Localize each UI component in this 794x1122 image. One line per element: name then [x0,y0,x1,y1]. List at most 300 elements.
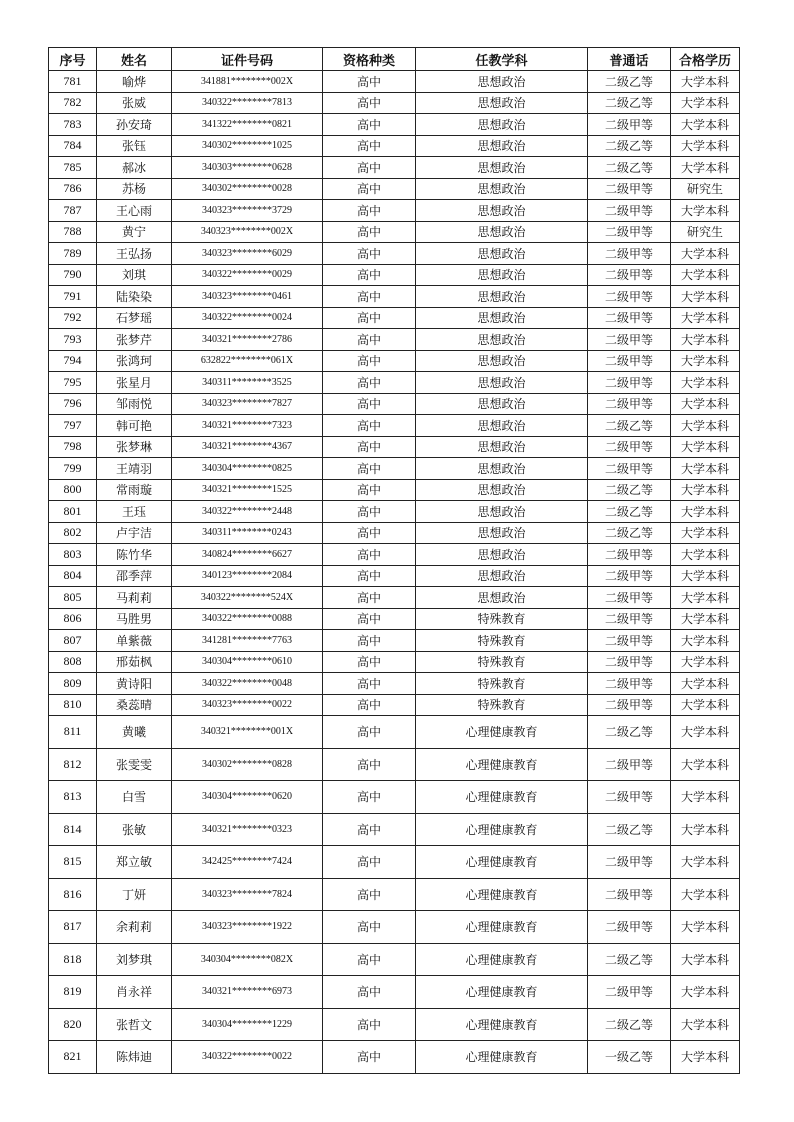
header-name: 姓名 [97,48,172,71]
table-row [49,1008,740,1041]
row-subject: 心理健康教育 [416,1008,588,1041]
row-name: 余莉莉 [97,911,172,944]
row-mandarin-level: 二级甲等 [588,694,671,716]
table-row [49,350,740,372]
row-seq: 794 [49,350,97,372]
row-subject: 思想政治 [416,114,588,136]
table-row [49,630,740,652]
row-subject: 思想政治 [416,501,588,523]
row-id-number: 340303********0628 [172,157,323,179]
table-row [49,329,740,351]
row-qualification-type: 高中 [323,608,416,630]
row-education: 大学本科 [671,286,740,308]
row-qualification-type: 高中 [323,264,416,286]
row-id-number: 340321********6973 [172,976,323,1009]
row-name: 孙安琦 [97,114,172,136]
table-row [49,565,740,587]
row-name: 王弘扬 [97,243,172,265]
row-id-number: 340323********0022 [172,694,323,716]
row-education: 研究生 [671,221,740,243]
table-row [49,651,740,673]
row-qualification-type: 高中 [323,1008,416,1041]
row-name: 王靖羽 [97,458,172,480]
row-id-number: 340311********0243 [172,522,323,544]
row-education: 大学本科 [671,673,740,695]
row-mandarin-level: 二级甲等 [588,673,671,695]
table-row [49,748,740,781]
row-education: 大学本科 [671,587,740,609]
table-row [49,587,740,609]
row-subject: 特殊教育 [416,651,588,673]
row-seq: 802 [49,522,97,544]
table-row [49,813,740,846]
row-qualification-type: 高中 [323,911,416,944]
row-seq: 820 [49,1008,97,1041]
row-qualification-type: 高中 [323,813,416,846]
table-row [49,92,740,114]
row-education: 大学本科 [671,1041,740,1074]
row-seq: 796 [49,393,97,415]
row-name: 张梦琳 [97,436,172,458]
row-mandarin-level: 二级乙等 [588,1008,671,1041]
row-mandarin-level: 二级甲等 [588,458,671,480]
table-row [49,716,740,749]
row-education: 大学本科 [671,1008,740,1041]
table-row [49,501,740,523]
row-name: 邢茹枫 [97,651,172,673]
row-seq: 803 [49,544,97,566]
row-mandarin-level: 二级乙等 [588,813,671,846]
row-seq: 817 [49,911,97,944]
header-qualification-type: 资格种类 [323,48,416,71]
row-mandarin-level: 二级甲等 [588,200,671,222]
row-id-number: 341281********7763 [172,630,323,652]
header-subject: 任教学科 [416,48,588,71]
row-mandarin-level: 二级甲等 [588,911,671,944]
header-mandarin-level: 普通话 [588,48,671,71]
row-id-number: 341322********0821 [172,114,323,136]
row-qualification-type: 高中 [323,415,416,437]
row-id-number: 342425********7424 [172,846,323,879]
row-mandarin-level: 二级甲等 [588,329,671,351]
table-row [49,393,740,415]
row-education: 大学本科 [671,415,740,437]
row-mandarin-level: 二级甲等 [588,587,671,609]
row-mandarin-level: 二级甲等 [588,565,671,587]
row-qualification-type: 高中 [323,976,416,1009]
row-subject: 思想政治 [416,178,588,200]
row-qualification-type: 高中 [323,286,416,308]
row-qualification-type: 高中 [323,943,416,976]
row-name: 张哲文 [97,1008,172,1041]
row-name: 黄曦 [97,716,172,749]
row-qualification-type: 高中 [323,307,416,329]
row-qualification-type: 高中 [323,544,416,566]
row-name: 丁妍 [97,878,172,911]
row-education: 大学本科 [671,264,740,286]
row-mandarin-level: 二级乙等 [588,92,671,114]
row-seq: 807 [49,630,97,652]
header-seq: 序号 [49,48,97,71]
row-education: 大学本科 [671,157,740,179]
row-seq: 798 [49,436,97,458]
row-name: 桑蕊晴 [97,694,172,716]
row-name: 张鸿珂 [97,350,172,372]
row-education: 大学本科 [671,651,740,673]
row-education: 大学本科 [671,350,740,372]
row-id-number: 340321********4367 [172,436,323,458]
row-id-number: 340322********2448 [172,501,323,523]
table-row [49,200,740,222]
row-mandarin-level: 二级甲等 [588,608,671,630]
row-id-number: 340824********6627 [172,544,323,566]
row-education: 大学本科 [671,135,740,157]
row-qualification-type: 高中 [323,350,416,372]
row-id-number: 340311********3525 [172,372,323,394]
table-row [49,479,740,501]
row-name: 陈竹华 [97,544,172,566]
row-mandarin-level: 二级乙等 [588,943,671,976]
row-education: 大学本科 [671,114,740,136]
row-education: 大学本科 [671,878,740,911]
table-row [49,372,740,394]
row-education: 大学本科 [671,943,740,976]
row-id-number: 340323********002X [172,221,323,243]
table-row [49,71,740,93]
row-education: 大学本科 [671,458,740,480]
row-mandarin-level: 一级乙等 [588,1041,671,1074]
row-seq: 797 [49,415,97,437]
table-row [49,221,740,243]
row-id-number: 340304********0610 [172,651,323,673]
row-name: 陈炜迪 [97,1041,172,1074]
row-subject: 思想政治 [416,307,588,329]
row-id-number: 340321********0323 [172,813,323,846]
row-subject: 思想政治 [416,92,588,114]
row-id-number: 340322********0022 [172,1041,323,1074]
row-education: 大学本科 [671,694,740,716]
table-row [49,415,740,437]
row-mandarin-level: 二级甲等 [588,781,671,814]
row-id-number: 340323********6029 [172,243,323,265]
row-id-number: 340304********0825 [172,458,323,480]
row-subject: 思想政治 [416,135,588,157]
row-id-number: 340322********0029 [172,264,323,286]
row-mandarin-level: 二级甲等 [588,651,671,673]
row-id-number: 340304********082X [172,943,323,976]
row-mandarin-level: 二级甲等 [588,976,671,1009]
row-name: 石梦瑶 [97,307,172,329]
row-qualification-type: 高中 [323,329,416,351]
row-seq: 810 [49,694,97,716]
row-education: 大学本科 [671,522,740,544]
row-education: 大学本科 [671,544,740,566]
row-subject: 特殊教育 [416,694,588,716]
row-qualification-type: 高中 [323,673,416,695]
row-subject: 思想政治 [416,372,588,394]
row-mandarin-level: 二级甲等 [588,221,671,243]
row-id-number: 340302********0028 [172,178,323,200]
row-education: 大学本科 [671,565,740,587]
row-subject: 思想政治 [416,565,588,587]
row-name: 刘琪 [97,264,172,286]
row-name: 黄宁 [97,221,172,243]
row-subject: 思想政治 [416,286,588,308]
row-mandarin-level: 二级乙等 [588,415,671,437]
row-mandarin-level: 二级甲等 [588,393,671,415]
table-row [49,243,740,265]
row-qualification-type: 高中 [323,135,416,157]
row-education: 大学本科 [671,911,740,944]
row-subject: 思想政治 [416,393,588,415]
row-mandarin-level: 二级甲等 [588,544,671,566]
row-seq: 821 [49,1041,97,1074]
row-seq: 792 [49,307,97,329]
row-subject: 思想政治 [416,415,588,437]
row-name: 王心雨 [97,200,172,222]
row-subject: 思想政治 [416,544,588,566]
row-mandarin-level: 二级甲等 [588,846,671,879]
row-qualification-type: 高中 [323,1041,416,1074]
row-mandarin-level: 二级乙等 [588,157,671,179]
row-seq: 790 [49,264,97,286]
row-education: 大学本科 [671,846,740,879]
row-id-number: 340123********2084 [172,565,323,587]
row-seq: 819 [49,976,97,1009]
row-id-number: 340322********0088 [172,608,323,630]
row-subject: 思想政治 [416,587,588,609]
row-subject: 特殊教育 [416,608,588,630]
row-education: 大学本科 [671,372,740,394]
row-education: 大学本科 [671,501,740,523]
row-subject: 心理健康教育 [416,813,588,846]
row-mandarin-level: 二级甲等 [588,243,671,265]
row-subject: 心理健康教育 [416,911,588,944]
row-mandarin-level: 二级甲等 [588,436,671,458]
row-seq: 814 [49,813,97,846]
row-qualification-type: 高中 [323,878,416,911]
table-row [49,1041,740,1074]
row-name: 张雯雯 [97,748,172,781]
row-subject: 特殊教育 [416,630,588,652]
table-row [49,307,740,329]
row-name: 马胜男 [97,608,172,630]
row-qualification-type: 高中 [323,694,416,716]
row-id-number: 340302********1025 [172,135,323,157]
row-name: 白雪 [97,781,172,814]
row-qualification-type: 高中 [323,716,416,749]
row-id-number: 341881********002X [172,71,323,93]
row-qualification-type: 高中 [323,436,416,458]
table-row [49,264,740,286]
table-row [49,157,740,179]
row-id-number: 340321********7323 [172,415,323,437]
row-mandarin-level: 二级乙等 [588,716,671,749]
row-name: 张梦芹 [97,329,172,351]
row-qualification-type: 高中 [323,221,416,243]
row-education: 大学本科 [671,307,740,329]
row-qualification-type: 高中 [323,781,416,814]
row-qualification-type: 高中 [323,479,416,501]
row-education: 大学本科 [671,479,740,501]
row-education: 大学本科 [671,200,740,222]
row-education: 大学本科 [671,243,740,265]
table-row [49,976,740,1009]
row-subject: 思想政治 [416,157,588,179]
table-row [49,436,740,458]
header-education: 合格学历 [671,48,740,71]
row-id-number: 340304********1229 [172,1008,323,1041]
table-row [49,781,740,814]
row-name: 王珏 [97,501,172,523]
row-mandarin-level: 二级甲等 [588,748,671,781]
row-id-number: 340322********0024 [172,307,323,329]
row-id-number: 340323********7824 [172,878,323,911]
row-qualification-type: 高中 [323,587,416,609]
row-id-number: 340321********1525 [172,479,323,501]
table-row [49,544,740,566]
row-seq: 781 [49,71,97,93]
row-subject: 特殊教育 [416,673,588,695]
row-name: 刘梦琪 [97,943,172,976]
row-qualification-type: 高中 [323,393,416,415]
row-qualification-type: 高中 [323,651,416,673]
row-name: 卢宇洁 [97,522,172,544]
row-mandarin-level: 二级乙等 [588,135,671,157]
row-subject: 思想政治 [416,200,588,222]
row-seq: 811 [49,716,97,749]
row-id-number: 340323********7827 [172,393,323,415]
row-mandarin-level: 二级乙等 [588,522,671,544]
row-mandarin-level: 二级甲等 [588,286,671,308]
table-row [49,943,740,976]
row-id-number: 340302********0828 [172,748,323,781]
row-name: 张敏 [97,813,172,846]
row-qualification-type: 高中 [323,372,416,394]
row-mandarin-level: 二级乙等 [588,71,671,93]
row-education: 大学本科 [671,976,740,1009]
row-seq: 809 [49,673,97,695]
row-seq: 784 [49,135,97,157]
row-subject: 思想政治 [416,221,588,243]
row-mandarin-level: 二级甲等 [588,307,671,329]
row-id-number: 340322********7813 [172,92,323,114]
row-id-number: 340323********0461 [172,286,323,308]
row-seq: 793 [49,329,97,351]
header-id-number: 证件号码 [172,48,323,71]
row-qualification-type: 高中 [323,178,416,200]
row-education: 大学本科 [671,748,740,781]
row-education: 大学本科 [671,71,740,93]
row-mandarin-level: 二级甲等 [588,350,671,372]
row-qualification-type: 高中 [323,630,416,652]
row-id-number: 632822********061X [172,350,323,372]
row-id-number: 340304********0620 [172,781,323,814]
row-id-number: 340323********1922 [172,911,323,944]
row-name: 常雨璇 [97,479,172,501]
row-qualification-type: 高中 [323,243,416,265]
row-mandarin-level: 二级甲等 [588,114,671,136]
row-subject: 心理健康教育 [416,878,588,911]
row-mandarin-level: 二级甲等 [588,878,671,911]
row-id-number: 340321********2786 [172,329,323,351]
row-qualification-type: 高中 [323,157,416,179]
row-mandarin-level: 二级甲等 [588,178,671,200]
row-mandarin-level: 二级甲等 [588,264,671,286]
row-education: 大学本科 [671,436,740,458]
row-seq: 806 [49,608,97,630]
row-education: 大学本科 [671,608,740,630]
row-seq: 801 [49,501,97,523]
row-seq: 787 [49,200,97,222]
table-row [49,673,740,695]
row-seq: 788 [49,221,97,243]
row-subject: 思想政治 [416,522,588,544]
row-qualification-type: 高中 [323,748,416,781]
row-education: 大学本科 [671,813,740,846]
row-name: 张钰 [97,135,172,157]
row-id-number: 340323********3729 [172,200,323,222]
row-seq: 786 [49,178,97,200]
row-subject: 思想政治 [416,243,588,265]
table-row [49,911,740,944]
row-name: 郝冰 [97,157,172,179]
row-name: 苏杨 [97,178,172,200]
row-subject: 思想政治 [416,350,588,372]
row-name: 喻烨 [97,71,172,93]
row-seq: 808 [49,651,97,673]
header-row [49,48,740,71]
row-seq: 800 [49,479,97,501]
row-qualification-type: 高中 [323,565,416,587]
row-subject: 思想政治 [416,264,588,286]
row-name: 肖永祥 [97,976,172,1009]
row-name: 韩可艳 [97,415,172,437]
row-seq: 815 [49,846,97,879]
row-mandarin-level: 二级甲等 [588,630,671,652]
table-row [49,114,740,136]
row-seq: 795 [49,372,97,394]
row-mandarin-level: 二级甲等 [588,372,671,394]
table-row [49,846,740,879]
row-seq: 818 [49,943,97,976]
row-name: 张威 [97,92,172,114]
row-seq: 783 [49,114,97,136]
row-name: 陆染染 [97,286,172,308]
table-row [49,522,740,544]
row-education: 大学本科 [671,393,740,415]
table-row [49,608,740,630]
row-education: 大学本科 [671,92,740,114]
row-education: 大学本科 [671,329,740,351]
table-row [49,178,740,200]
row-qualification-type: 高中 [323,114,416,136]
row-name: 张星月 [97,372,172,394]
row-name: 黄诗阳 [97,673,172,695]
table-row [49,135,740,157]
row-education: 大学本科 [671,781,740,814]
row-qualification-type: 高中 [323,846,416,879]
row-qualification-type: 高中 [323,458,416,480]
row-qualification-type: 高中 [323,522,416,544]
row-name: 单紫薇 [97,630,172,652]
row-seq: 799 [49,458,97,480]
row-subject: 心理健康教育 [416,943,588,976]
row-education: 大学本科 [671,716,740,749]
row-seq: 805 [49,587,97,609]
row-seq: 813 [49,781,97,814]
row-qualification-type: 高中 [323,200,416,222]
